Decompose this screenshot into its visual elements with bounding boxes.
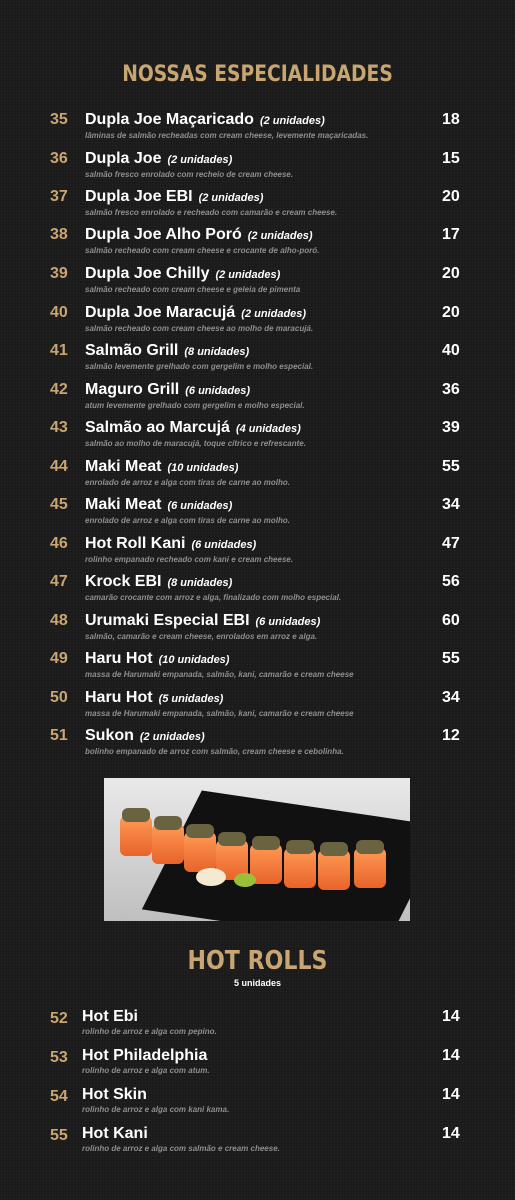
- item-quantity: (10 unidades): [167, 462, 239, 474]
- item-quantity: (2 unidades): [215, 269, 281, 281]
- item-title: Haru Hot: [85, 650, 153, 667]
- item-price: 56: [442, 573, 460, 590]
- item-number: 45: [50, 496, 68, 513]
- item-quantity: (2 unidades): [198, 192, 264, 204]
- item-quantity: (2 unidades): [259, 115, 325, 127]
- item-price: 20: [442, 265, 460, 282]
- item-description: salmão ao molho de maracujá, toque cítrico e refrescante.: [85, 439, 306, 448]
- sushi-roll: [184, 832, 216, 872]
- item-number: 35: [50, 111, 68, 128]
- item-price: 55: [442, 650, 460, 667]
- specialties-title: NOSSAS ESPECIALIDADES: [122, 62, 393, 87]
- item-description: bolinho empanado de arroz com salmão, cream cheese e cebolinha.: [85, 747, 344, 756]
- item-quantity: (6 unidades): [167, 500, 233, 512]
- item-number: 47: [50, 573, 68, 590]
- item-number: 44: [50, 458, 68, 475]
- item-name: [85, 458, 238, 476]
- sushi-roll: [318, 850, 350, 890]
- item-number: 40: [50, 304, 68, 321]
- item-quantity: (2 unidades): [139, 731, 205, 743]
- item-quantity: (6 unidades): [255, 616, 321, 628]
- item-title: Dupla Joe Alho Poró: [85, 226, 242, 243]
- item-number: 46: [50, 535, 68, 552]
- item-number: 39: [50, 265, 68, 282]
- item-description: rolinho de arroz e alga com salmão e cream cheese.: [82, 1144, 280, 1153]
- item-price: 34: [442, 496, 460, 513]
- item-number: 51: [50, 727, 68, 744]
- item-price: 36: [442, 381, 460, 398]
- item-quantity: (8 unidades): [184, 346, 250, 358]
- item-name: Hot Skin: [82, 1086, 147, 1103]
- item-number: 49: [50, 650, 68, 667]
- item-title: Sukon: [85, 727, 134, 744]
- item-name: [85, 573, 232, 591]
- sushi-roll: [354, 848, 386, 888]
- hot-rolls-subtitle: 5 unidades: [233, 978, 281, 988]
- item-title: Hot Roll Kani: [85, 535, 186, 552]
- item-number: 42: [50, 381, 68, 398]
- item-price: 12: [442, 727, 460, 744]
- item-name: [85, 727, 205, 745]
- item-name: [85, 342, 249, 360]
- item-quantity: (6 unidades): [191, 539, 257, 551]
- item-number: 55: [50, 1127, 68, 1144]
- item-number: 41: [50, 342, 68, 359]
- item-price: 47: [442, 535, 460, 552]
- item-number: 50: [50, 689, 68, 706]
- item-number: 53: [50, 1049, 68, 1066]
- item-description: salmão recheado com cream cheese e crocante de alho-poró.: [85, 246, 320, 255]
- item-name: [85, 188, 263, 206]
- item-price: 20: [442, 304, 460, 321]
- item-price: 18: [442, 111, 460, 128]
- item-title: Dupla Joe EBI: [85, 188, 193, 205]
- item-quantity: (4 unidades): [235, 423, 301, 435]
- item-quantity: (10 unidades): [158, 654, 230, 666]
- item-quantity: (2 unidades): [167, 154, 233, 166]
- item-quantity: (8 unidades): [167, 577, 233, 589]
- item-description: salmão fresco enrolado e recheado com camarão e cream cheese.: [85, 208, 338, 217]
- item-name: [85, 381, 250, 399]
- item-price: 17: [442, 226, 460, 243]
- item-number: 48: [50, 612, 68, 629]
- item-description: camarão crocante com arroz e alga, finalizado com molho especial.: [85, 593, 342, 602]
- sushi-photo: [104, 778, 410, 921]
- item-name: [85, 419, 301, 437]
- hot-rolls-title: HOT ROLLS: [187, 946, 328, 976]
- item-name: [85, 535, 256, 553]
- item-price: 20: [442, 188, 460, 205]
- item-name: [85, 265, 280, 283]
- item-title: Maguro Grill: [85, 381, 180, 398]
- item-name: [85, 150, 232, 168]
- item-number: 36: [50, 150, 68, 167]
- item-price: 40: [442, 342, 460, 359]
- item-name: [85, 226, 313, 244]
- item-name: [85, 612, 320, 630]
- item-description: salmão, camarão e cream cheese, enrolados em arroz e alga.: [85, 632, 318, 641]
- item-number: 38: [50, 226, 68, 243]
- item-price: 15: [442, 150, 460, 167]
- item-description: salmão levemente grelhado com gergelim e molho especial.: [85, 362, 314, 371]
- sushi-roll: [284, 848, 316, 888]
- item-title: Haru Hot: [85, 689, 153, 706]
- item-name: [85, 650, 229, 668]
- item-title: Maki Meat: [85, 496, 162, 513]
- item-price: 39: [442, 419, 460, 436]
- item-number: 37: [50, 188, 68, 205]
- item-quantity: (5 unidades): [158, 693, 224, 705]
- item-description: rolinho de arroz e alga com pepino.: [82, 1027, 217, 1036]
- item-description: rolinho empanado recheado com kani e cream cheese.: [85, 555, 294, 564]
- item-number: 52: [50, 1010, 68, 1027]
- sushi-roll: [152, 824, 184, 864]
- item-description: rolinho de arroz e alga com kani kama.: [82, 1105, 230, 1114]
- item-name: [85, 689, 223, 707]
- item-name: [85, 304, 306, 322]
- item-name: [85, 496, 232, 514]
- item-title: Dupla Joe: [85, 150, 162, 167]
- item-title: Krock EBI: [85, 573, 162, 590]
- item-name: Hot Ebi: [82, 1008, 138, 1025]
- wasabi: [234, 873, 256, 887]
- item-description: lâminas de salmão recheadas com cream cheese, levemente maçaricadas.: [85, 131, 369, 140]
- item-name: Hot Kani: [82, 1125, 148, 1142]
- item-name: [85, 111, 325, 129]
- item-price: 14: [442, 1047, 460, 1064]
- item-description: salmão recheado com cream cheese e geleia de pimenta: [85, 285, 301, 294]
- item-title: Salmão Grill: [85, 342, 179, 359]
- item-title: Maki Meat: [85, 458, 162, 475]
- item-price: 14: [442, 1086, 460, 1103]
- item-price: 34: [442, 689, 460, 706]
- item-title: Dupla Joe Maçaricado: [85, 111, 254, 128]
- item-name: Hot Philadelphia: [82, 1047, 208, 1064]
- ginger: [196, 868, 226, 886]
- item-description: atum levemente grelhado com gergelim e molho especial.: [85, 401, 305, 410]
- item-price: 55: [442, 458, 460, 475]
- item-price: 60: [442, 612, 460, 629]
- item-number: 54: [50, 1088, 68, 1105]
- item-quantity: (2 unidades): [241, 308, 307, 320]
- item-price: 14: [442, 1125, 460, 1142]
- item-title: Urumaki Especial EBI: [85, 612, 250, 629]
- item-number: 43: [50, 419, 68, 436]
- item-description: massa de Harumaki empanada, salmão, kani, camarão e cream cheese: [85, 670, 354, 679]
- item-title: Dupla Joe Chilly: [85, 265, 210, 282]
- item-description: salmão recheado com cream cheese ao molho de maracujá.: [85, 324, 314, 333]
- item-description: massa de Harumaki empanada, salmão, kani, camarão e cream cheese: [85, 709, 354, 718]
- item-title: Salmão ao Marcujá: [85, 419, 230, 436]
- item-price: 14: [442, 1008, 460, 1025]
- item-quantity: (6 unidades): [185, 385, 251, 397]
- item-description: rolinho de arroz e alga com atum.: [82, 1066, 210, 1075]
- item-description: enrolado de arroz e alga com tiras de carne ao molho.: [85, 516, 290, 525]
- sushi-roll: [120, 816, 152, 856]
- item-description: enrolado de arroz e alga com tiras de carne ao molho.: [85, 478, 290, 487]
- item-quantity: (2 unidades): [247, 230, 313, 242]
- item-description: salmão fresco enrolado com recheio de cream cheese.: [85, 170, 294, 179]
- item-title: Dupla Joe Maracujá: [85, 304, 236, 321]
